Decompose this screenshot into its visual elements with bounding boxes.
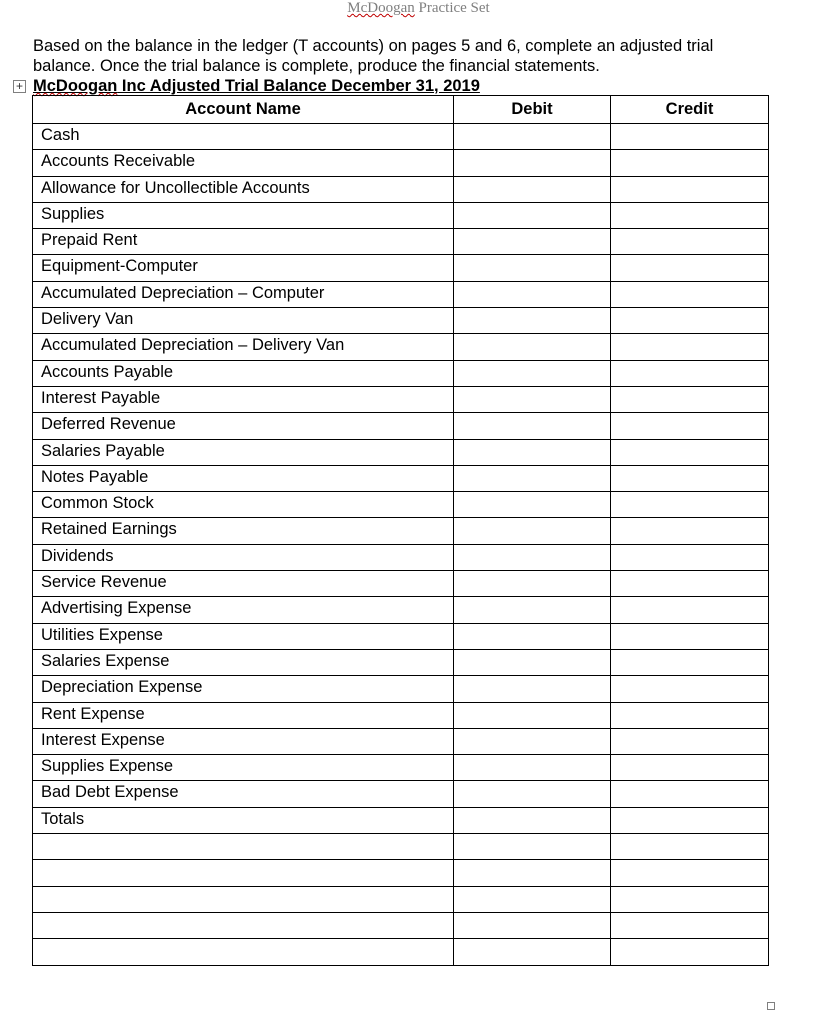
credit-cell[interactable]: [611, 334, 769, 360]
table-row: [33, 150, 769, 176]
debit-cell[interactable]: [454, 571, 611, 597]
account-name-cell[interactable]: Supplies Expense: [33, 755, 454, 781]
table-row: [33, 518, 769, 544]
table-row-blank: [33, 834, 769, 860]
table-row-blank: [33, 886, 769, 912]
table-header-row: [33, 96, 769, 124]
account-name-cell[interactable]: Accounts Payable: [33, 360, 454, 386]
account-name-cell[interactable]: Rent Expense: [33, 702, 454, 728]
account-name-cell[interactable]: Notes Payable: [33, 465, 454, 491]
table-row-blank: [33, 912, 769, 938]
debit-cell[interactable]: [454, 676, 611, 702]
debit-cell[interactable]: [454, 176, 611, 202]
account-name-cell[interactable]: Accumulated Depreciation – Computer: [33, 281, 454, 307]
account-name-cell[interactable]: Service Revenue: [33, 571, 454, 597]
table-row: [33, 202, 769, 228]
table-row: [33, 360, 769, 386]
account-name-cell[interactable]: [33, 939, 454, 965]
table-row: [33, 492, 769, 518]
debit-cell[interactable]: [454, 124, 611, 150]
debit-cell[interactable]: [454, 649, 611, 675]
account-name-cell[interactable]: Delivery Van: [33, 308, 454, 334]
table-title-company: McDoogan: [33, 77, 118, 95]
table-row-blank: [33, 860, 769, 886]
credit-cell[interactable]: [611, 649, 769, 675]
table-row: [33, 571, 769, 597]
debit-cell[interactable]: [454, 939, 611, 965]
table-row: [33, 281, 769, 307]
account-name-cell[interactable]: Accounts Receivable: [33, 150, 454, 176]
table-title: [33, 76, 480, 96]
table-title-text: Inc Adjusted Trial Balance December 31, 2019: [117, 77, 480, 95]
credit-cell[interactable]: [611, 676, 769, 702]
debit-cell[interactable]: [454, 308, 611, 334]
debit-cell[interactable]: [454, 360, 611, 386]
debit-cell[interactable]: [454, 702, 611, 728]
credit-cell[interactable]: [611, 886, 769, 912]
account-name-cell[interactable]: Retained Earnings: [33, 518, 454, 544]
account-name-cell[interactable]: Accumulated Depreciation – Delivery Van: [33, 334, 454, 360]
account-name-cell[interactable]: Common Stock: [33, 492, 454, 518]
credit-cell[interactable]: [611, 413, 769, 439]
account-name-cell[interactable]: Bad Debt Expense: [33, 781, 454, 807]
debit-cell[interactable]: [454, 492, 611, 518]
credit-cell[interactable]: [611, 623, 769, 649]
account-name-cell[interactable]: Deferred Revenue: [33, 413, 454, 439]
table-row: [33, 649, 769, 675]
table-row: [33, 702, 769, 728]
table-row: [33, 413, 769, 439]
table-row: [33, 176, 769, 202]
table-row: [33, 676, 769, 702]
table-row-blank: [33, 939, 769, 965]
table-row: [33, 439, 769, 465]
account-name-cell[interactable]: Interest Payable: [33, 386, 454, 412]
account-name-cell[interactable]: Supplies: [33, 202, 454, 228]
credit-cell[interactable]: [611, 571, 769, 597]
account-name-cell[interactable]: Utilities Expense: [33, 623, 454, 649]
debit-cell[interactable]: [454, 518, 611, 544]
debit-cell[interactable]: [454, 281, 611, 307]
column-header-debit: Debit: [454, 96, 611, 124]
page-header: [0, 0, 837, 16]
credit-cell[interactable]: [611, 834, 769, 860]
table-row: [33, 386, 769, 412]
account-name-cell[interactable]: Depreciation Expense: [33, 676, 454, 702]
trial-balance-table: [32, 95, 769, 966]
table-row: [33, 334, 769, 360]
account-name-cell[interactable]: Cash: [33, 124, 454, 150]
debit-cell[interactable]: [454, 202, 611, 228]
credit-cell[interactable]: [611, 229, 769, 255]
account-name-cell[interactable]: Salaries Payable: [33, 439, 454, 465]
account-name-cell[interactable]: [33, 860, 454, 886]
credit-cell[interactable]: [611, 124, 769, 150]
credit-cell[interactable]: [611, 755, 769, 781]
credit-cell[interactable]: [611, 281, 769, 307]
debit-cell[interactable]: [454, 781, 611, 807]
debit-cell[interactable]: [454, 912, 611, 938]
credit-cell[interactable]: [611, 807, 769, 833]
debit-cell[interactable]: [454, 597, 611, 623]
account-name-cell[interactable]: Allowance for Uncollectible Accounts: [33, 176, 454, 202]
instructions-paragraph: Based on the balance in the ledger (T accounts) on pages 5 and 6, complete an adjusted trial balance. Once the trial balance is complete, produce the financial statements.: [33, 37, 714, 75]
table-row: [33, 623, 769, 649]
debit-cell[interactable]: [454, 728, 611, 754]
credit-cell[interactable]: [611, 518, 769, 544]
debit-cell[interactable]: [454, 623, 611, 649]
table-row: [33, 728, 769, 754]
account-name-cell[interactable]: [33, 886, 454, 912]
debit-cell[interactable]: [454, 860, 611, 886]
debit-cell[interactable]: [454, 413, 611, 439]
column-header-account-name: Account Name: [33, 96, 454, 124]
debit-cell[interactable]: [454, 255, 611, 281]
account-name-cell[interactable]: [33, 834, 454, 860]
credit-cell[interactable]: [611, 597, 769, 623]
credit-cell[interactable]: [611, 308, 769, 334]
table-row: [33, 465, 769, 491]
account-name-cell[interactable]: [33, 912, 454, 938]
credit-cell[interactable]: [611, 176, 769, 202]
account-name-cell[interactable]: Advertising Expense: [33, 597, 454, 623]
table-row: [33, 597, 769, 623]
table-resize-handle-icon[interactable]: [767, 1002, 775, 1010]
table-row: [33, 544, 769, 570]
account-name-cell[interactable]: Equipment-Computer: [33, 255, 454, 281]
debit-cell[interactable]: [454, 439, 611, 465]
table-row: [33, 781, 769, 807]
account-name-cell[interactable]: Dividends: [33, 544, 454, 570]
table-row: [33, 308, 769, 334]
credit-cell[interactable]: [611, 255, 769, 281]
credit-cell[interactable]: [611, 202, 769, 228]
table-row: [33, 807, 769, 833]
debit-cell[interactable]: [454, 334, 611, 360]
debit-cell[interactable]: [454, 755, 611, 781]
account-name-cell[interactable]: Interest Expense: [33, 728, 454, 754]
debit-cell[interactable]: [454, 386, 611, 412]
table-row: [33, 124, 769, 150]
header-title: Practice Set: [418, 0, 490, 16]
debit-cell[interactable]: [454, 229, 611, 255]
account-name-cell[interactable]: Prepaid Rent: [33, 229, 454, 255]
table-row: [33, 755, 769, 781]
table-row: [33, 255, 769, 281]
table-row: [33, 229, 769, 255]
credit-cell[interactable]: [611, 360, 769, 386]
credit-cell[interactable]: [611, 912, 769, 938]
column-header-credit: Credit: [611, 96, 769, 124]
table-move-handle-icon[interactable]: +: [13, 80, 26, 93]
debit-cell[interactable]: [454, 465, 611, 491]
credit-cell[interactable]: [611, 492, 769, 518]
debit-cell[interactable]: [454, 150, 611, 176]
account-name-cell[interactable]: Totals: [33, 807, 454, 833]
credit-cell[interactable]: [611, 781, 769, 807]
debit-cell[interactable]: [454, 807, 611, 833]
credit-cell[interactable]: [611, 860, 769, 886]
debit-cell[interactable]: [454, 544, 611, 570]
credit-cell[interactable]: [611, 386, 769, 412]
credit-cell[interactable]: [611, 728, 769, 754]
credit-cell[interactable]: [611, 939, 769, 965]
header-brand: McDoogan: [347, 0, 415, 16]
credit-cell[interactable]: [611, 465, 769, 491]
credit-cell[interactable]: [611, 544, 769, 570]
debit-cell[interactable]: [454, 886, 611, 912]
debit-cell[interactable]: [454, 834, 611, 860]
account-name-cell[interactable]: Salaries Expense: [33, 649, 454, 675]
credit-cell[interactable]: [611, 150, 769, 176]
credit-cell[interactable]: [611, 702, 769, 728]
credit-cell[interactable]: [611, 439, 769, 465]
